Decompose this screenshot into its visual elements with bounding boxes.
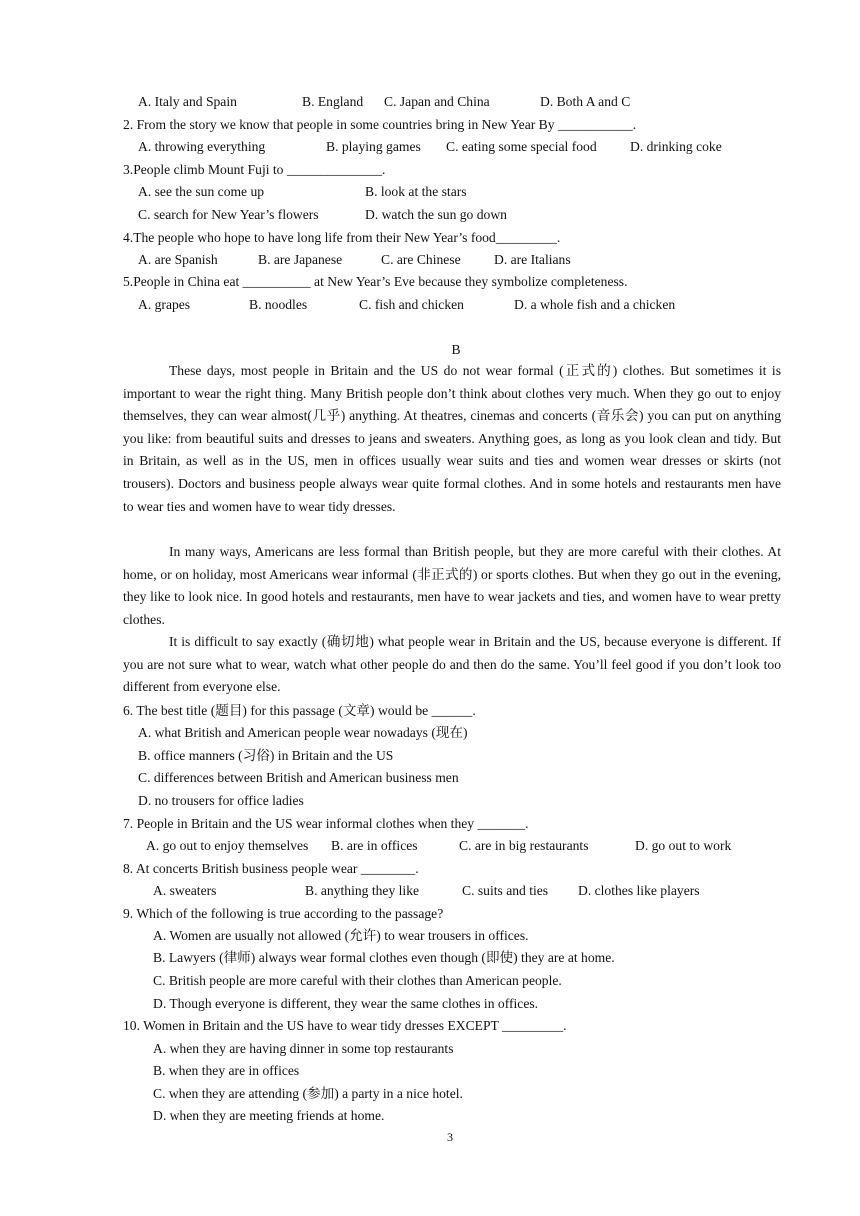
option-c: C. are Chinese: [381, 252, 461, 267]
option-a: A. Women are usually not allowed (允许) to wear trousers in offices.: [153, 928, 529, 943]
option-a: A. grapes: [138, 297, 191, 312]
option-d: D. are Italians: [494, 252, 571, 267]
option-c: C. British people are more careful with their clothes than American people.: [153, 973, 562, 988]
option-a: A. throwing everything: [138, 139, 266, 154]
question-stem: 5.People in China eat __________ at New Year’s Eve because they symbolize completeness.: [123, 274, 628, 289]
option-b: B. playing games: [326, 139, 421, 154]
option-a: A. when they are having dinner in some top restaurants: [153, 1041, 454, 1056]
option-d: D. clothes like players: [578, 883, 700, 898]
option-b: B. noodles: [249, 297, 308, 312]
option-a: A. Italy and Spain: [138, 94, 237, 109]
question-stem: 8. At concerts British business people wear ________.: [123, 861, 419, 876]
option-b: B. England: [302, 94, 364, 109]
option-d: D. no trousers for office ladies: [138, 793, 304, 808]
option-b: B. are Japanese: [258, 252, 343, 267]
section-heading: B: [451, 342, 461, 357]
option-d: D. watch the sun go down: [365, 207, 507, 222]
question-stem: 2. From the story we know that people in some countries bring in New Year By ___________.: [123, 117, 637, 132]
option-c: C. differences between British and American business men: [138, 770, 459, 785]
option-a: A. go out to enjoy themselves: [146, 838, 309, 853]
option-c: C. eating some special food: [446, 139, 597, 154]
passage-paragraph-1: These days, most people in Britain and the US do not wear formal (正式的) clothes. But sometimes it is important to wear the right thing. Many British people don’t think about clothes very much. When they go out to enjoy themselves, they can wear almost(几乎) anything. At theatres, cinemas and concerts (音乐会) you can put on anything you like: from beautiful suits and dresses to jeans and sweaters. Anything goes, as long as you look clean and tidy. But in Britain, as well as in the US, men in offices usually wear suits and ties and women wear dresses or skirts (not trousers). Doctors and business people always wear quite formal clothes. And in some hotels and restaurants men have to wear ties and women have to wear tidy dresses.: [123, 363, 781, 514]
option-b: B. look at the stars: [365, 184, 467, 199]
option-b: B. office manners (习俗) in Britain and the US: [138, 748, 394, 763]
option-c: C. Japan and China: [384, 94, 490, 109]
option-c: C. when they are attending (参加) a party in a nice hotel.: [153, 1086, 463, 1101]
question-stem: 6. The best title (题目) for this passage (文章) would be ______.: [123, 703, 476, 718]
option-d: D. when they are meeting friends at home.: [153, 1108, 385, 1123]
option-d: D. drinking coke: [630, 139, 722, 154]
option-a: A. what British and American people wear nowadays (现在): [138, 725, 468, 740]
option-c: C. suits and ties: [462, 883, 549, 898]
page-number: 3: [447, 1130, 453, 1144]
question-stem: 3.People climb Mount Fuji to ______________.: [123, 162, 386, 177]
option-b: B. anything they like: [305, 883, 420, 898]
option-b: B. when they are in offices: [153, 1063, 300, 1078]
question-stem: 4.The people who hope to have long life from their New Year’s food_________.: [123, 230, 561, 245]
question-stem: 10. Women in Britain and the US have to wear tidy dresses EXCEPT _________.: [123, 1018, 567, 1033]
option-c: C. search for New Year’s flowers: [138, 207, 319, 222]
option-c: C. fish and chicken: [359, 297, 464, 312]
option-d: D. Though everyone is different, they wear the same clothes in offices.: [153, 996, 539, 1011]
option-c: C. are in big restaurants: [459, 838, 589, 853]
option-a: A. sweaters: [153, 883, 217, 898]
question-stem: 7. People in Britain and the US wear informal clothes when they _______.: [123, 816, 529, 831]
question-stem: 9. Which of the following is true according to the passage?: [123, 906, 444, 921]
option-d: D. go out to work: [635, 838, 732, 853]
passage-paragraph-2: In many ways, Americans are less formal than British people, but they are more careful with their clothes. At home, or on holiday, most Americans wear informal (非正式的) or sports clothes. But when they go out in the evening, they like to look nice. In good hotels and restaurants, men have to wear jackets and ties, and women have to wear pretty clothes.: [123, 544, 781, 627]
option-a: A. are Spanish: [138, 252, 218, 267]
option-d: D. Both A and C: [540, 94, 631, 109]
passage-paragraph-3: It is difficult to say exactly (确切地) what people wear in Britain and the US, because everyone is different. If you are not sure what to wear, watch what other people do and then do the same. You’ll feel good if you don’t look too different from everyone else.: [123, 634, 781, 695]
option-d: D. a whole fish and a chicken: [514, 297, 676, 312]
option-b: B. are in offices: [331, 838, 418, 853]
option-a: A. see the sun come up: [138, 184, 265, 199]
option-b: B. Lawyers (律师) always wear formal clothes even though (即使) they are at home.: [153, 950, 615, 965]
